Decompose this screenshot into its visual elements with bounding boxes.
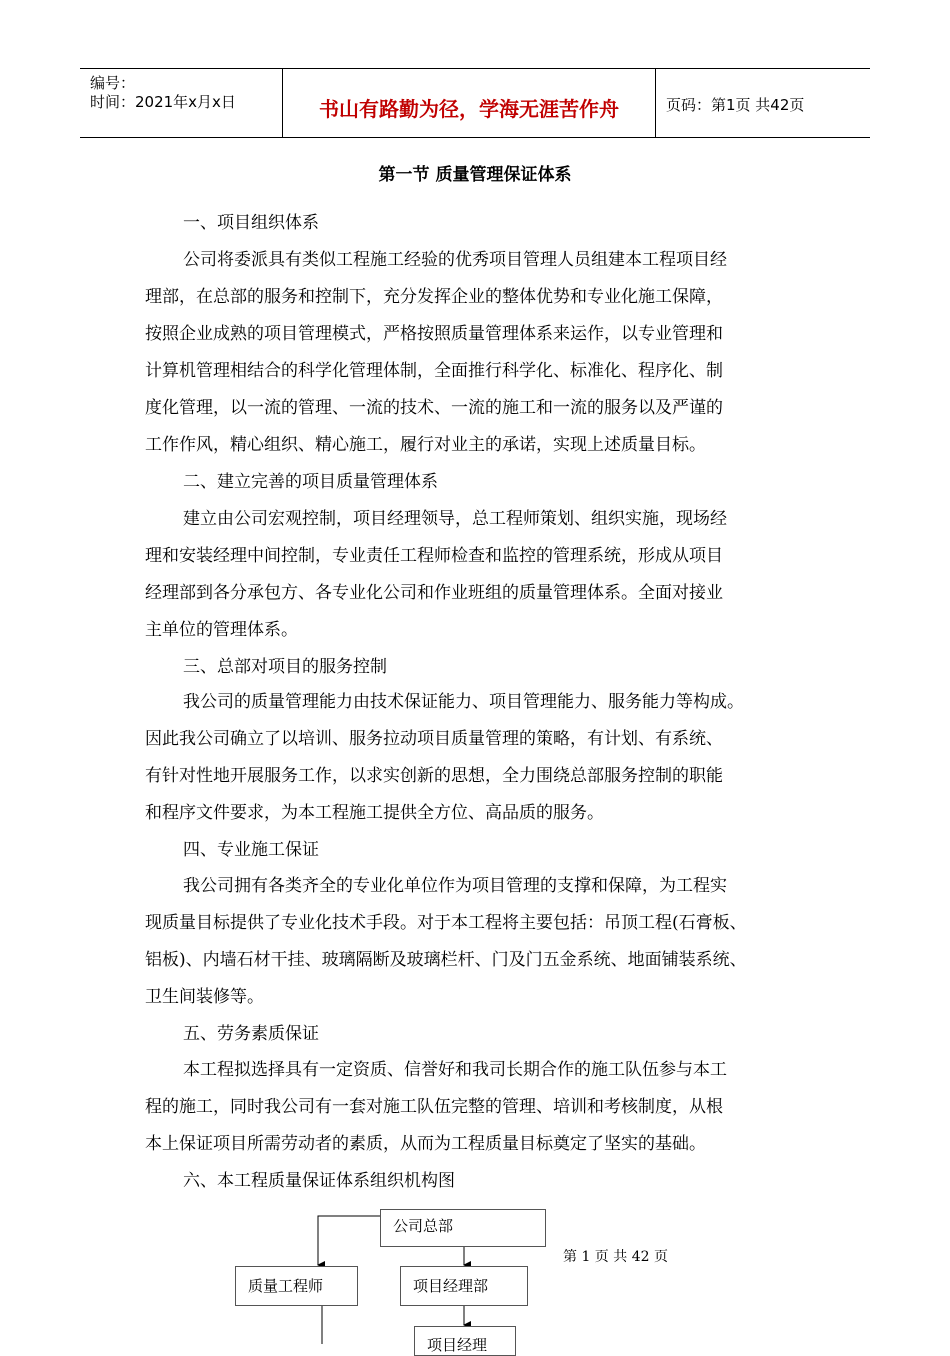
body-line: 铝板)、内墙石材干挂、玻璃隔断及玻璃栏杆、门及门五金系统、地面铺装系统、 <box>145 950 747 970</box>
body-line: 计算机管理相结合的科学化管理体制，全面推行科学化、标准化、程序化、制 <box>145 361 723 381</box>
body-line: 有针对性地开展服务工作，以求实创新的思想，全力围绕总部服务控制的职能 <box>145 766 723 786</box>
org-node-project-dept: 项目经理部 <box>400 1266 528 1306</box>
heading-4: 四、专业施工保证 <box>183 840 319 860</box>
body-line: 因此我公司确立了以培训、服务拉动项目质量管理的策略，有计划、有系统、 <box>145 729 723 749</box>
heading-3: 三、总部对项目的服务控制 <box>183 657 387 677</box>
body-line: 理部，在总部的服务和控制下，充分发挥企业的整体优势和专业化施工保障， <box>145 287 723 307</box>
document-date: 时间：2021年x月x日 <box>90 93 236 111</box>
heading-1: 一、项目组织体系 <box>183 213 319 233</box>
body-line: 建立由公司宏观控制，项目经理领导，总工程师策划、组织实施，现场经 <box>183 509 727 529</box>
body-line: 主单位的管理体系。 <box>145 620 298 640</box>
body-line: 经理部到各分承包方、各专业化公司和作业班组的质量管理体系。全面对接业 <box>145 583 723 603</box>
body-line: 公司将委派具有类似工程施工经验的优秀项目管理人员组建本工程项目经 <box>183 250 727 270</box>
body-line: 按照企业成熟的项目管理模式，严格按照质量管理体系来运作，以专业管理和 <box>145 324 723 344</box>
body-line: 程的施工，同时我公司有一套对施工队伍完整的管理、培训和考核制度，从根 <box>145 1097 723 1117</box>
body-line: 卫生间装修等。 <box>145 987 264 1007</box>
body-line: 工作作风，精心组织、精心施工，履行对业主的承诺，实现上述质量目标。 <box>145 435 706 455</box>
body-line: 本工程拟选择具有一定资质、信誉好和我司长期合作的施工队伍参与本工 <box>183 1060 727 1080</box>
section-title: 第一节 质量管理保证体系 <box>378 165 572 185</box>
body-line: 我公司的质量管理能力由技术保证能力、项目管理能力、服务能力等构成。 <box>183 692 744 712</box>
footer-page-number: 第 1 页 共 42 页 <box>563 1249 668 1265</box>
org-node-project-manager: 项目经理 <box>414 1326 516 1356</box>
body-line: 和程序文件要求，为本工程施工提供全方位、高品质的服务。 <box>145 803 604 823</box>
header-page-code: 页码：第1页 共42页 <box>666 96 805 114</box>
body-line: 度化管理，以一流的管理、一流的技术、一流的施工和一流的服务以及严谨的 <box>145 398 723 418</box>
heading-6: 六、本工程质量保证体系组织机构图 <box>183 1171 455 1191</box>
body-line: 本上保证项目所需劳动者的素质，从而为工程质量目标奠定了坚实的基础。 <box>145 1134 706 1154</box>
org-node-hq: 公司总部 <box>380 1209 546 1247</box>
heading-5: 五、劳务素质保证 <box>183 1024 319 1044</box>
header-motto: 书山有路勤为径，学海无涯苦作舟 <box>319 97 619 121</box>
heading-2: 二、建立完善的项目质量管理体系 <box>183 472 438 492</box>
body-line: 我公司拥有各类齐全的专业化单位作为项目管理的支撑和保障，为工程实 <box>183 876 727 896</box>
connector-hq-to-quality <box>318 1216 380 1265</box>
org-node-quality-engineer: 质量工程师 <box>235 1266 358 1306</box>
document-number-label: 编号： <box>90 74 136 92</box>
body-line: 现质量目标提供了专业化技术手段。对于本工程将主要包括：吊顶工程(石膏板、 <box>145 913 747 933</box>
body-line: 理和安装经理中间控制，专业责任工程师检查和监控的管理系统，形成从项目 <box>145 546 723 566</box>
